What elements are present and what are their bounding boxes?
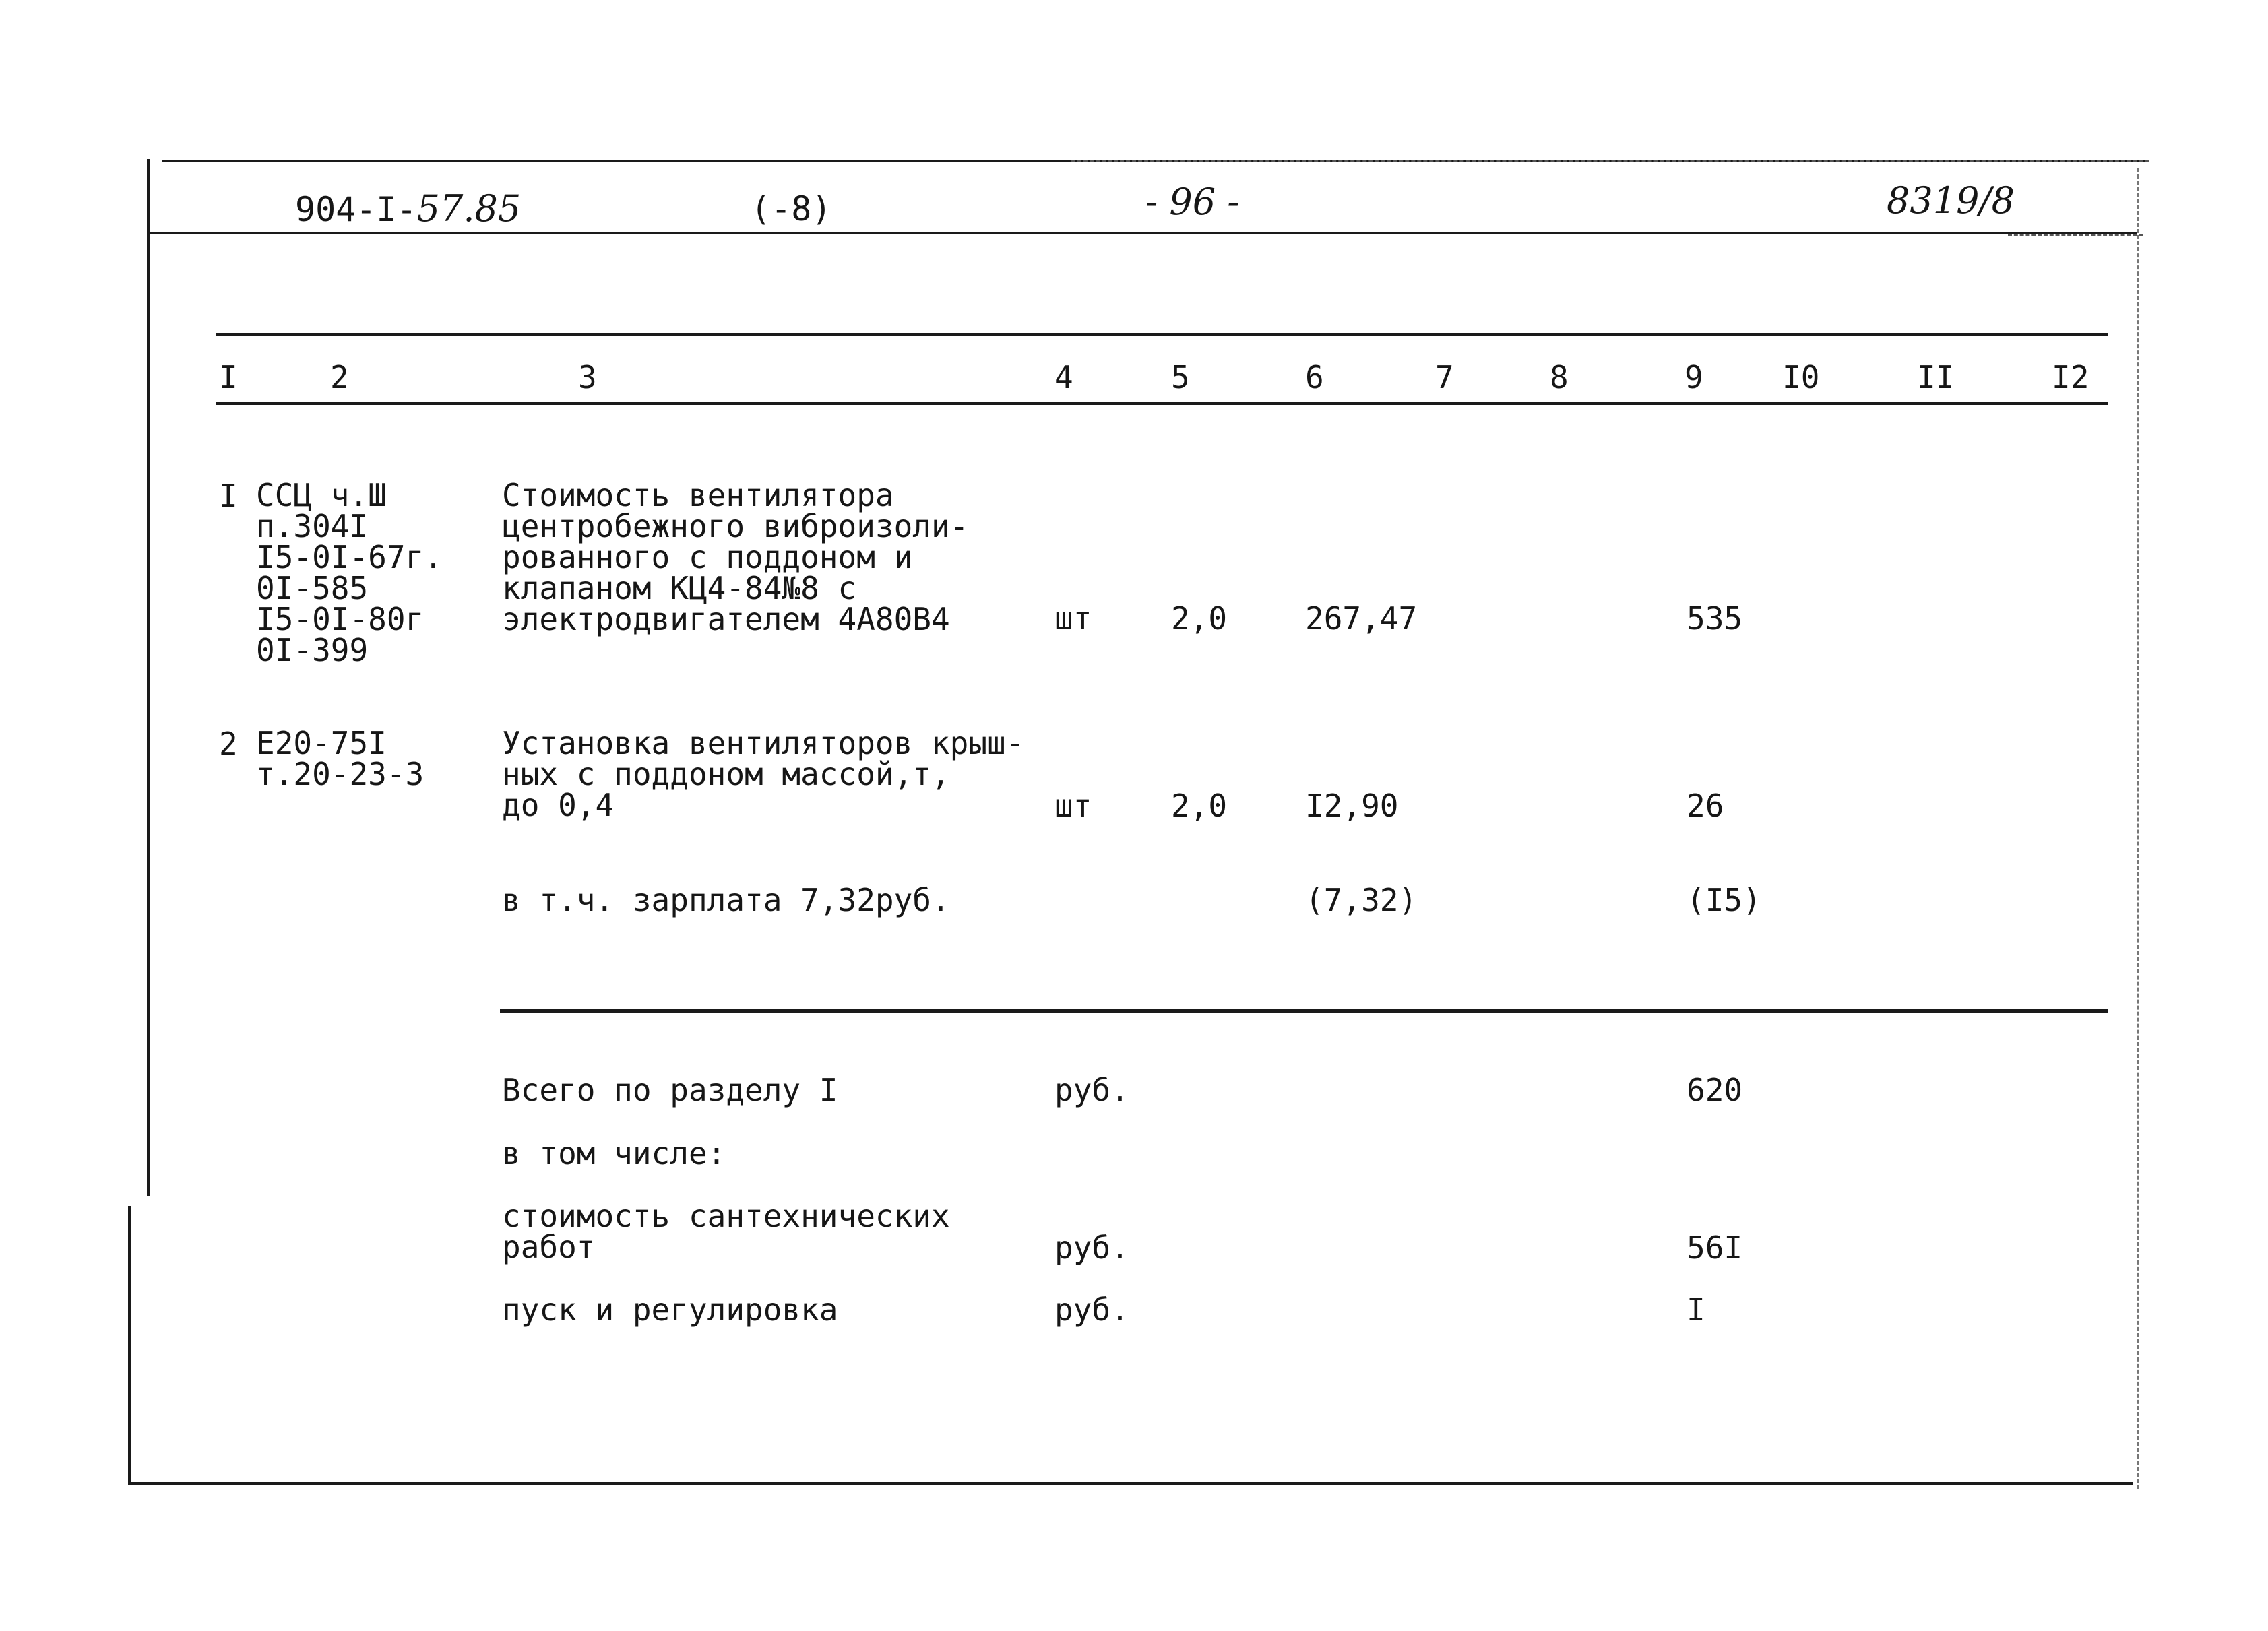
summary-total-label: Всего по разделу I bbox=[502, 1072, 838, 1108]
summary-including-label: в том числе: bbox=[502, 1135, 726, 1172]
summary-commissioning-label: пуск и регулировка bbox=[502, 1291, 838, 1328]
header-underline-dash bbox=[2008, 234, 2143, 236]
frame-left-line bbox=[147, 159, 150, 1196]
row-1-description-line: электродвигателем 4А80В4 bbox=[502, 601, 950, 637]
table-top-rule bbox=[216, 333, 2108, 336]
row-2-code bbox=[256, 725, 424, 792]
row-1-description-line: рованного с поддоном и bbox=[502, 539, 913, 575]
row-1-code-line: I5-0I-80г bbox=[256, 601, 424, 637]
row-2-qty: 2,0 bbox=[1171, 788, 1228, 824]
section-code: (-8) bbox=[751, 189, 832, 228]
frame-top-dash bbox=[1071, 160, 2149, 162]
column-header-11: II bbox=[1917, 359, 1955, 395]
frame-bottom-line bbox=[128, 1482, 2133, 1485]
row-2-price: I2,90 bbox=[1305, 788, 1399, 824]
row-2-description-line: до 0,4 bbox=[502, 787, 615, 823]
row-1-num: I bbox=[219, 478, 238, 514]
summary-total-value: 620 bbox=[1687, 1072, 1743, 1108]
column-header-1: I bbox=[219, 359, 238, 395]
summary-total-unit: руб. bbox=[1054, 1072, 1129, 1108]
sheet-number: 8319/8 bbox=[1887, 179, 2015, 222]
column-header-4: 4 bbox=[1054, 359, 1073, 395]
row-1-code-line: п.304I bbox=[256, 508, 369, 544]
column-header-2: 2 bbox=[330, 359, 349, 395]
doc-code-handwritten: 57.85 bbox=[416, 187, 522, 230]
row-1-description-line: клапаном КЦ4-84№8 с bbox=[502, 570, 857, 606]
summary-commissioning-unit: руб. bbox=[1054, 1291, 1129, 1328]
page-number: - 96 - bbox=[1145, 181, 1240, 223]
row-1-code-line: 0I-399 bbox=[256, 632, 369, 668]
row-1-unit: шт bbox=[1054, 600, 1092, 637]
row-2-description-line: ных с поддоном массой,т, bbox=[502, 756, 950, 792]
column-header-8: 8 bbox=[1550, 359, 1569, 395]
row-2-code-line: Е20-75I bbox=[256, 725, 387, 761]
row-1-description-line: центробежного виброизоли- bbox=[502, 508, 969, 544]
row-2-code-line: т.20-23-3 bbox=[256, 756, 424, 792]
row-1-description-line: Стоимость вентилятора bbox=[502, 477, 894, 513]
column-header-9: 9 bbox=[1684, 359, 1703, 395]
row-1-code-line: 0I-585 bbox=[256, 570, 369, 606]
summary-plumbing-label-line: стоимость сантехнических bbox=[502, 1198, 950, 1234]
column-header-6: 6 bbox=[1305, 359, 1324, 395]
row-1-code-line: ССЦ ч.Ш bbox=[256, 477, 387, 513]
row-1-description bbox=[502, 477, 969, 637]
summary-plumbing-label-line: работ bbox=[502, 1229, 596, 1265]
salary-note-price: (7,32) bbox=[1305, 882, 1418, 918]
column-header-5: 5 bbox=[1171, 359, 1190, 395]
column-header-12: I2 bbox=[2052, 359, 2089, 395]
row-2-num: 2 bbox=[219, 726, 238, 762]
row-1-code-line: I5-0I-67г. bbox=[256, 539, 443, 575]
doc-code bbox=[295, 187, 522, 230]
row-1-total: 535 bbox=[1687, 600, 1743, 637]
row-2-description bbox=[502, 725, 1025, 823]
summary-plumbing-unit: руб. bbox=[1054, 1229, 1129, 1266]
row-2-unit: шт bbox=[1054, 788, 1092, 824]
row-1-qty: 2,0 bbox=[1171, 600, 1228, 637]
column-header-10: I0 bbox=[1782, 359, 1820, 395]
row-2-description-line: Установка вентиляторов крыш- bbox=[502, 725, 1025, 761]
row-1-code bbox=[256, 477, 443, 668]
column-header-3: 3 bbox=[578, 359, 597, 395]
summary-plumbing-label bbox=[502, 1198, 950, 1265]
row-1-price: 267,47 bbox=[1305, 600, 1418, 637]
column-header-7: 7 bbox=[1435, 359, 1454, 395]
salary-note-total: (I5) bbox=[1687, 882, 1761, 918]
summary-rule bbox=[500, 1009, 2108, 1013]
frame-right-dash bbox=[2137, 168, 2139, 1489]
frame-left-line-lower bbox=[128, 1206, 131, 1482]
summary-plumbing-value: 56I bbox=[1687, 1229, 1743, 1266]
row-2-total: 26 bbox=[1687, 788, 1724, 824]
salary-note-label: в т.ч. зарплата 7,32руб. bbox=[502, 882, 950, 918]
table-header-rule bbox=[216, 402, 2108, 405]
summary-commissioning-value: I bbox=[1687, 1291, 1705, 1328]
header-underline bbox=[150, 232, 2137, 234]
doc-code-printed: 904-I- bbox=[295, 190, 417, 229]
